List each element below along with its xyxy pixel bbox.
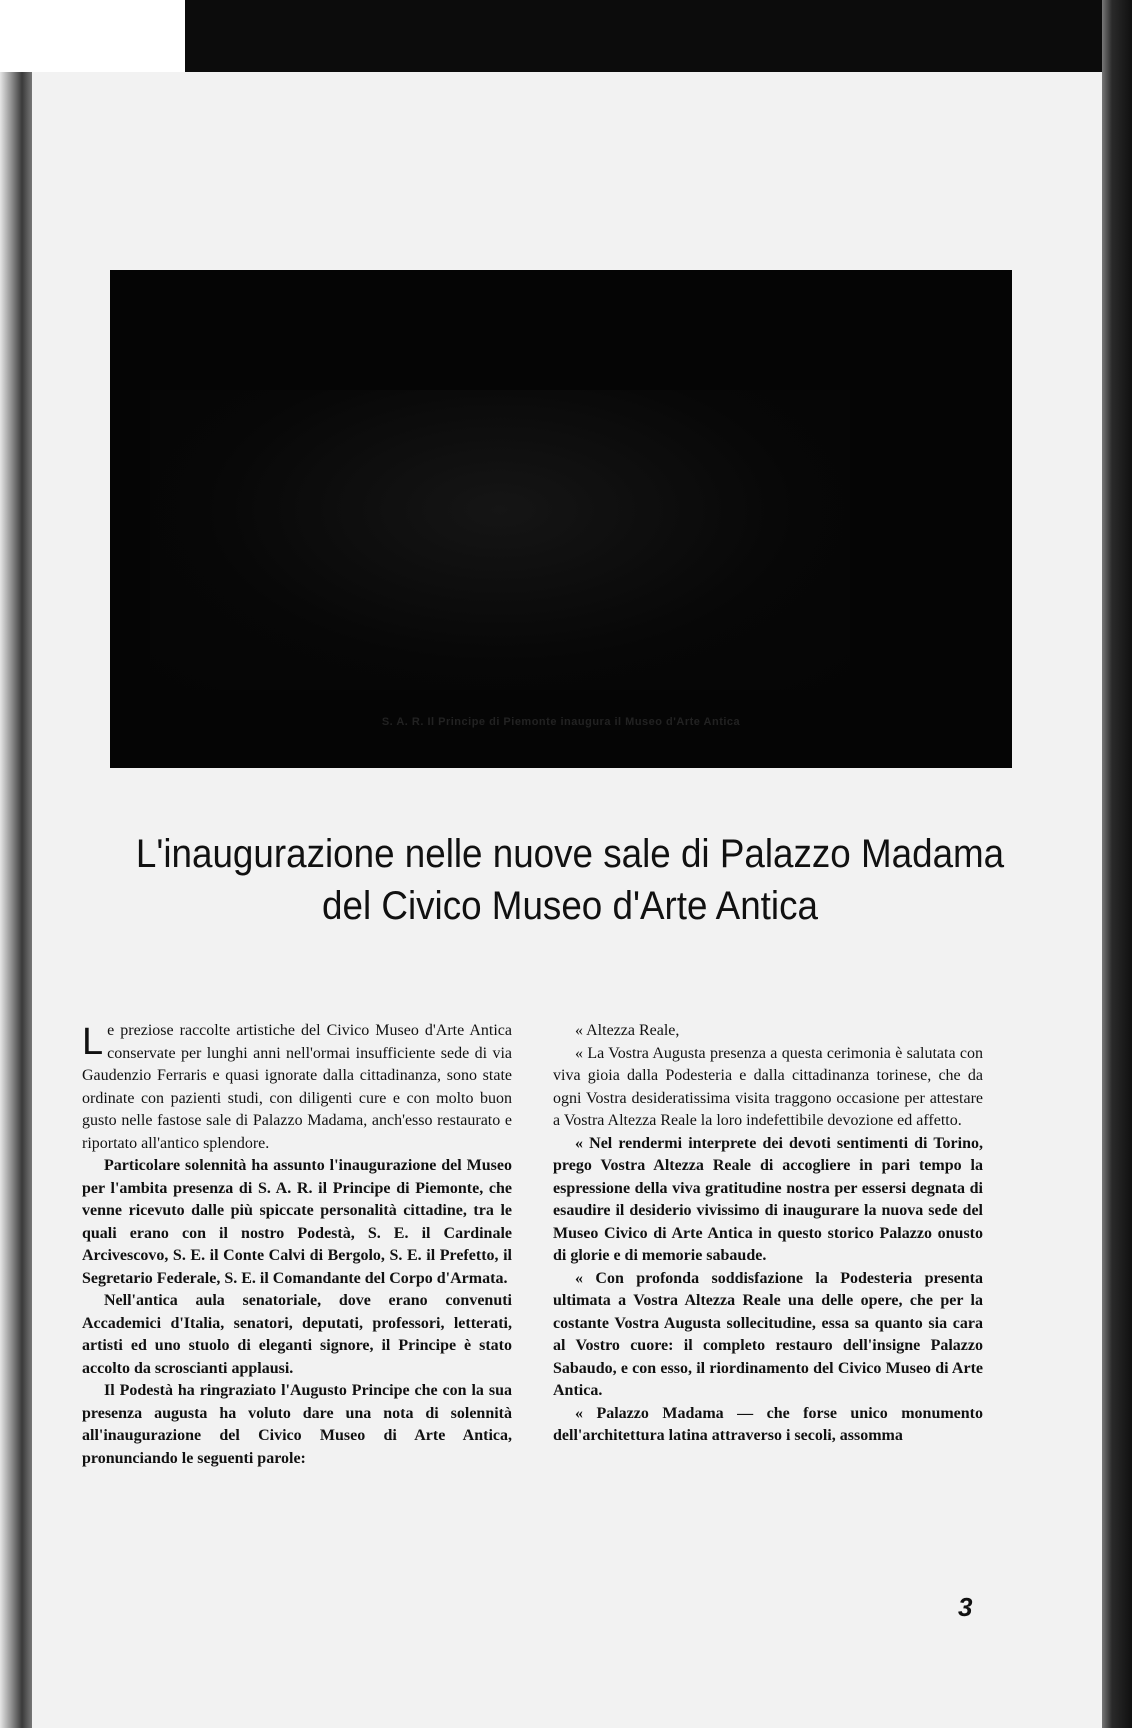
right-column xyxy=(553,1020,983,1448)
left-column xyxy=(82,1020,512,1470)
left-paragraph-1-text: e preziose raccolte artistiche del Civico Museo d'Arte Antica conservate per lunghi anni nell'ormai insufficiente sede di via Gaudenzio Ferraris e quasi ignorate dalla cittadinanza, sono state ordinate con pazienti studi, con diligenti cure e con molto buon gusto nelle fastose sale di Palazzo Madama, anch'esso restaurato e riportato all'antico splendore. xyxy=(82,1022,512,1152)
title-line-1: L'inaugurazione nelle nuove sale di Palazzo Madama xyxy=(135,832,1005,876)
photograph xyxy=(110,270,1012,768)
left-paragraph-2: Particolare solennità ha assunto l'inaugurazione del Museo per l'ambita presenza di S. A. R. il Principe di Piemonte, che venne ricevuto dalle più spiccate personalità cittadine, tra le quali erano con il nostro Podestà, S. E. il Cardinale Arcivescovo, S. E. il Conte Calvi di Bergolo, S. E. il Prefetto, il Segretario Federale, S. E. il Comandante del Corpo d'Armata. xyxy=(82,1157,512,1287)
right-paragraph-2: « La Vostra Augusta presenza a questa cerimonia è salutata con viva gioia dalla Podesteria e dalla cittadinanza torinese, che da ogni Vostra desideratissima visita traggono occasione per attestare a Vostra Altezza Reale la loro indefettibile devozione ed affetto. xyxy=(553,1044,983,1129)
drop-cap: L xyxy=(82,1021,104,1063)
photo-caption: S. A. R. Il Principe di Piemonte inaugura il Museo d'Arte Antica xyxy=(381,716,741,728)
right-paragraph-4: « Con profonda soddisfazione la Podesteria presenta ultimata a Vostra Altezza Reale una delle opere, che per la costante Vostra Augusta sollecitudine, essa sa quanto sia cara al Vostro cuore: il completo restauro dell'insigne Palazzo Sabaudo, e con esso, il riordinamento del Civico Museo di Arte Antica. xyxy=(553,1269,983,1399)
page-number: 3 xyxy=(958,1592,973,1622)
article-title xyxy=(82,828,1057,932)
left-paragraph-1 xyxy=(82,1020,512,1155)
left-paragraph-4: Il Podestà ha ringraziato l'Augusto Principe che con la sua presenza augusta ha voluto dare una nota di solennità all'inaugurazione del Civico Museo di Arte Antica, pronunciando le seguenti parole: xyxy=(82,1382,512,1467)
photograph-detail xyxy=(150,390,850,690)
left-paragraph-3: Nell'antica aula senatoriale, dove erano convenuti Accademici d'Italia, senatori, deputati, professori, letterati, artisti ed uno stuolo di eleganti signore, il Principe è stato accolto da scroscianti applausi. xyxy=(82,1292,512,1377)
title-line-2: del Civico Museo d'Arte Antica xyxy=(322,884,818,928)
right-paragraph-3: « Nel rendermi interprete dei devoti sentimenti di Torino, prego Vostra Altezza Reale di accogliere in pari tempo la espressione della viva gratitudine nostra per essersi degnata di esaudire il desiderio vivissimo di inaugurare la nuova sede del Museo Civico di Arte Antica in questo storico Palazzo onusto di glorie e di memorie sabaude. xyxy=(553,1134,983,1264)
scan-left-border xyxy=(0,72,32,1728)
scan-right-border xyxy=(1102,0,1132,1728)
right-paragraph-5: « Palazzo Madama — che forse unico monumento dell'architettura latina attraverso i secoli, assomma xyxy=(553,1404,983,1444)
scan-top-border xyxy=(185,0,1132,72)
right-paragraph-1: « Altezza Reale, xyxy=(575,1022,680,1039)
